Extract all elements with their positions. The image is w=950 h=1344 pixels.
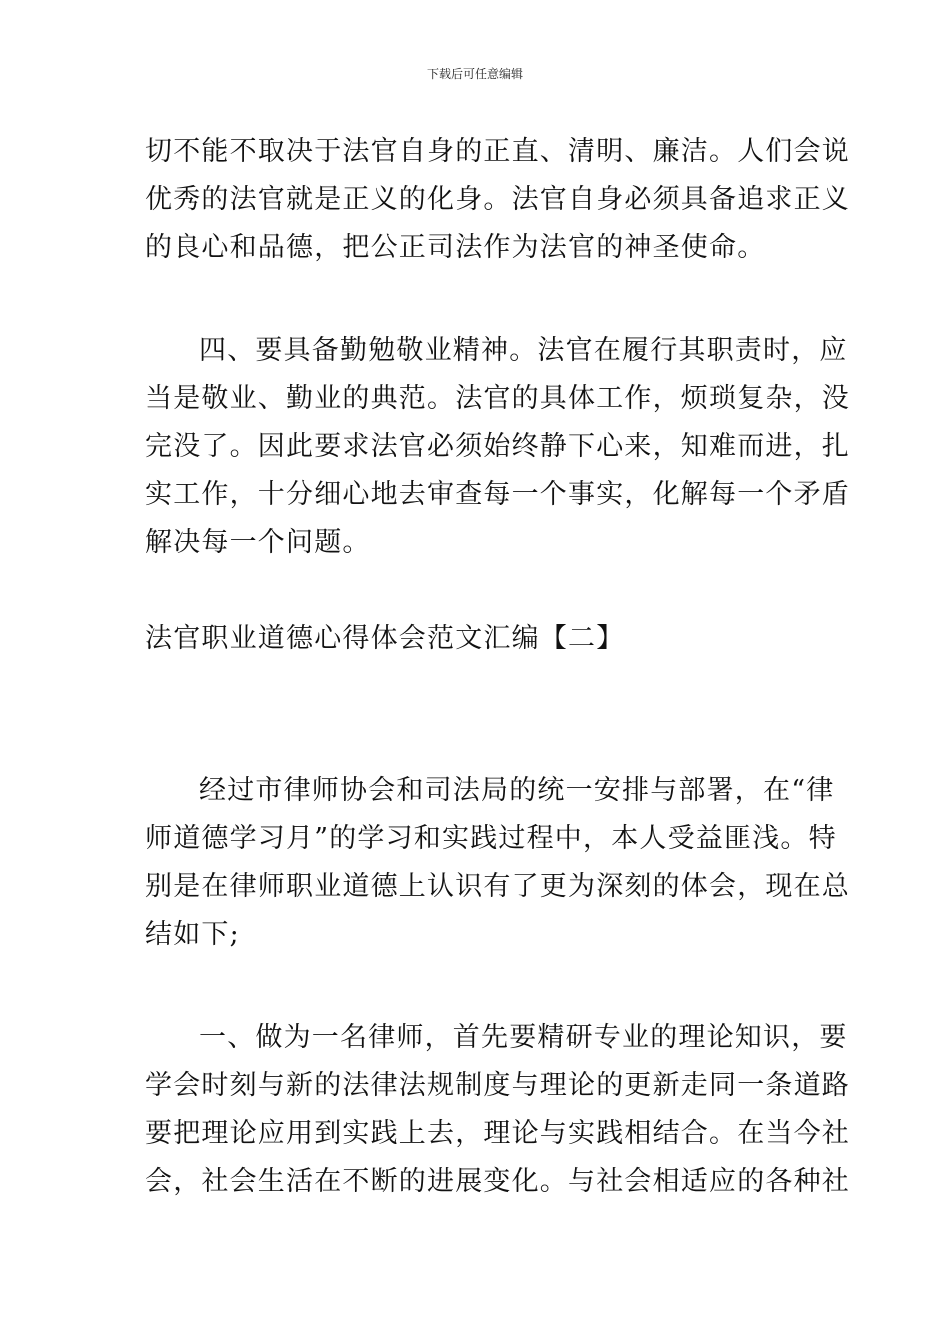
section-heading (145, 615, 810, 663)
paragraph-spacer (145, 567, 810, 615)
paragraph-4 (145, 1014, 850, 1206)
text-line: 师道德学习月”的学习和实践过程中，本人受益匪浅。特 (145, 823, 837, 854)
text-line: 会，社会生活在不断的进展变化。与社会相适应的各种社 (145, 1166, 850, 1197)
text-line: 优秀的法官就是正义的化身。法官自身必须具备追求正义 (145, 184, 850, 215)
text-line: 的良心和品德，把公正司法作为法官的神圣使命。 (145, 232, 766, 263)
text-line: 四、要具备勤勉敬业精神。法官在履行其职责时，应 (199, 335, 848, 366)
text-line: 实工作，十分细心地去审查每一个事实，化解每一个矛盾 (145, 479, 850, 510)
text-line: 当是敬业、勤业的典范。法官的具体工作，烦琐复杂，没 (145, 383, 850, 414)
paragraph-2 (145, 327, 850, 567)
text-line: 完没了。因此要求法官必须始终静下心来，知难而进，扎 (145, 431, 850, 462)
text-line: 学会时刻与新的法律法规制度与理论的更新走同一条道路 (145, 1070, 850, 1101)
text-line: 经过市律师协会和司法局的统一安排与部署，在“律 (199, 775, 835, 806)
text-line: 要把理论应用到实践上去，理论与实践相结合。在当今社 (145, 1118, 850, 1149)
paragraph-spacer (145, 663, 810, 767)
text-line: 切不能不取决于法官自身的正直、清明、廉洁。人们会说 (145, 136, 850, 167)
paragraph-1 (145, 128, 850, 272)
paragraph-spacer (145, 959, 810, 1014)
text-line: 结如下; (145, 919, 240, 950)
text-line: 解决每一个问题。 (145, 527, 371, 558)
text-line: 别是在律师职业道德上认识有了更为深刻的体会，现在总 (145, 871, 850, 902)
document-body (145, 128, 850, 1206)
page-header: 下载后可任意编辑 (426, 67, 523, 81)
paragraph-3 (145, 767, 850, 959)
paragraph-spacer (145, 272, 810, 327)
section-title: 法官职业道德心得体会范文汇编【二】 (145, 623, 625, 654)
text-line: 一、做为一名律师，首先要精研专业的理论知识，要 (199, 1022, 848, 1053)
